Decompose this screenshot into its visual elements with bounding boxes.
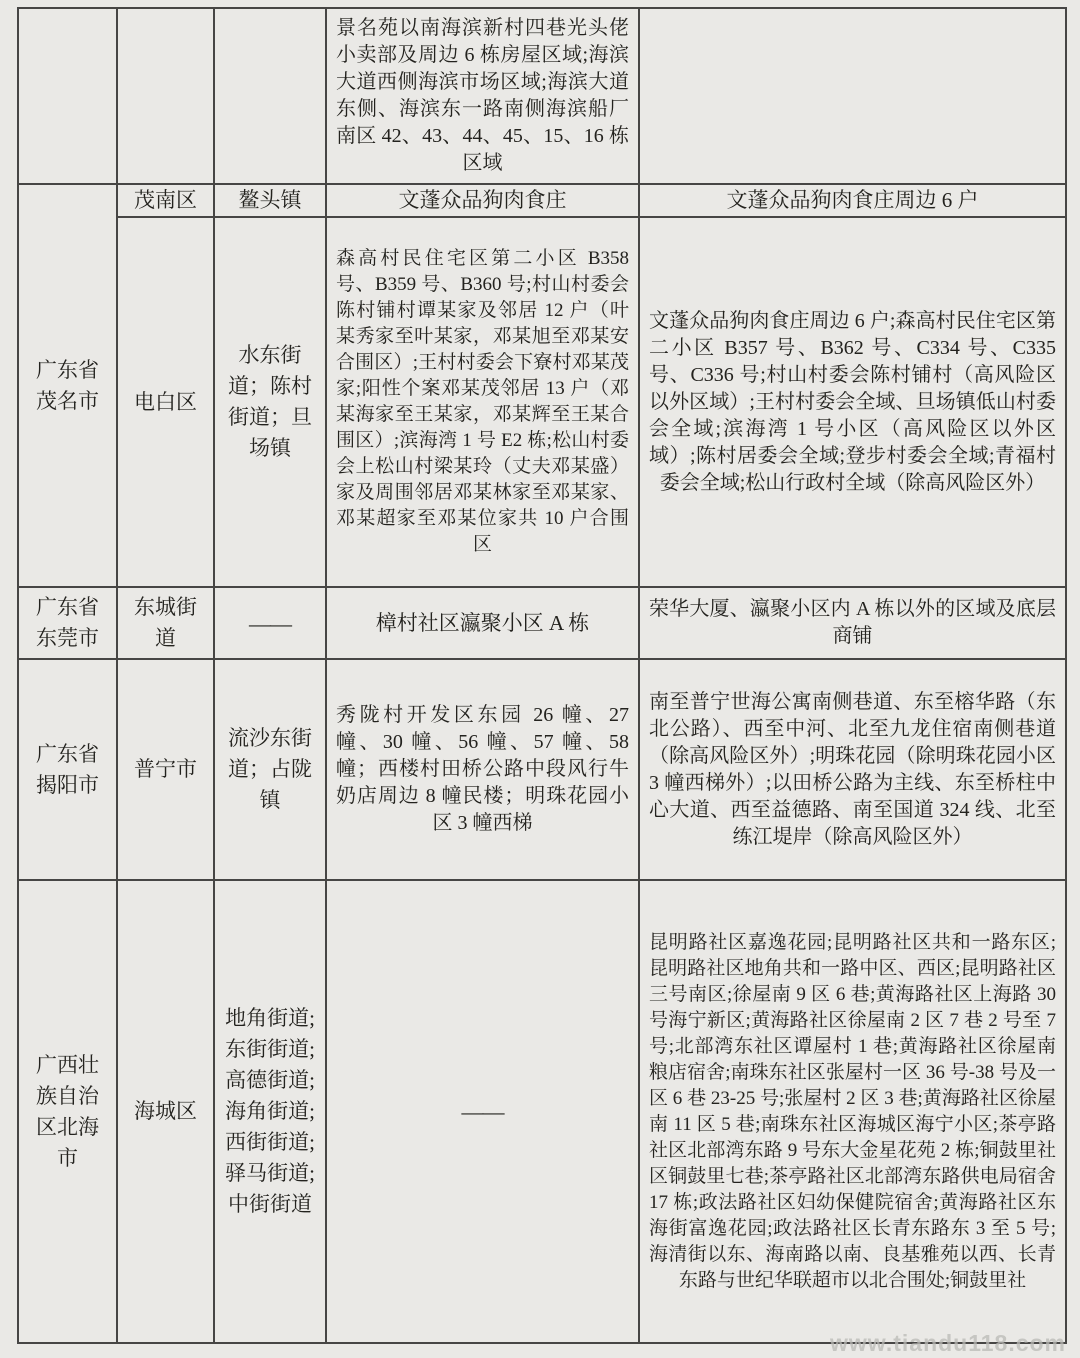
detail-cell — [639, 8, 1066, 184]
street-cell: 流沙东街道；占陇镇 — [214, 659, 326, 880]
district-cell: 海城区 — [117, 880, 214, 1343]
province-cell — [18, 8, 117, 184]
table-row — [18, 659, 1066, 880]
detail-cell: 南至普宁世海公寓南侧巷道、东至榕华路（东北公路）、西至中河、北至九龙住宿南侧巷道（除高风险区外）;明珠花园（除明珠花园小区 3 幢西梯外）;以田桥公路为主线、东至桥柱中心大道、西至益德路、南至国道 324 线、北至练江堤岸（除高风险区外） — [639, 659, 1066, 880]
district-cell: 茂南区 — [117, 184, 214, 217]
table-row — [18, 880, 1066, 1343]
detail-cell: 文蓬众品狗肉食庄周边 6 户;森高村民住宅区第二小区 B357 号、B362 号、C334 号、C335 号、C336 号;村山村委会陈村铺村（高风险区以外区域）;王村村委会全域、旦场镇低山村委会全域;滨海湾 1 号小区（高风险区以外区域）;陈村居委会全域;登步村委会全域;青福村委会全域;松山行政村全域（除高风险区外） — [639, 217, 1066, 587]
detail-cell: 文蓬众品狗肉食庄 — [326, 184, 639, 217]
province-cell: 广东省茂名市 — [18, 184, 117, 587]
street-cell: 鳌头镇 — [214, 184, 326, 217]
district-cell — [117, 8, 214, 184]
detail-cell: 昆明路社区嘉逸花园;昆明路社区共和一路东区;昆明路社区地角共和一路中区、西区;昆明路社区三号南区;徐屋南 9 区 6 巷;黄海路社区上海路 30 号海宁新区;黄海路社区徐屋南 2 区 7 巷 2 号至 7 号;北部湾东社区谭屋村 1 巷;黄海路社区徐屋南粮店宿舍;南珠东社区张屋村一区 36 号-38 号及一区 6 巷 23-25 号;张屋村 2 区 3 巷;黄海路社区徐屋南 11 区 5 巷;南珠东社区海城区海宁小区;茶亭路社区北部湾东路 9 号东大金星花苑 2 栋;铜鼓里社区铜鼓里七巷;茶亭路社区北部湾东路供电局宿舍 17 栋;政法路社区妇幼保健院宿舍;黄海路社区东海街富逸花园;政法路社区长青东路东 3 至 5 号;海清街以东、海南路以南、良基雅苑以西、长青东路与世纪华联超市以北合围处;铜鼓里社 — [639, 880, 1066, 1343]
risk-area-table — [17, 7, 1067, 1344]
street-cell: —— — [214, 587, 326, 659]
table-row — [18, 217, 1066, 587]
district-cell: 电白区 — [117, 217, 214, 587]
table-row — [18, 8, 1066, 184]
district-cell: 普宁市 — [117, 659, 214, 880]
province-cell: 广西壮族自治区北海市 — [18, 880, 117, 1343]
street-cell: 地角街道;东街街道;高德街道;海角街道;西街街道;驿马街道;中街街道 — [214, 880, 326, 1343]
street-cell: 水东街道；陈村街道；旦场镇 — [214, 217, 326, 587]
table-row — [18, 184, 1066, 217]
district-cell: 东城街道 — [117, 587, 214, 659]
detail-cell: 森高村民住宅区第二小区 B358 号、B359 号、B360 号;村山村委会陈村铺村谭某家及邻居 12 户（叶某秀家至叶某家，邓某旭至邓某安合围区）;王村村委会下寮村邓某茂家;阳性个案邓某茂邻居 13 户（邓某海家至王某家，邓某辉至王某合围区）;滨海湾 1 号 E2 栋;松山村委会上松山村梁某玲（丈夫邓某盛）家及周围邻居邓某林家至邓某家、邓某超家至邓某位家共 10 户合围区 — [326, 217, 639, 587]
detail-cell: 樟村社区瀛聚小区 A 栋 — [326, 587, 639, 659]
table-row — [18, 587, 1066, 659]
street-cell — [214, 8, 326, 184]
street-cell: —— — [326, 880, 639, 1343]
province-cell: 广东省东莞市 — [18, 587, 117, 659]
province-cell: 广东省揭阳市 — [18, 659, 117, 880]
detail-cell: 荣华大厦、瀛聚小区内 A 栋以外的区域及底层商铺 — [639, 587, 1066, 659]
detail-cell: 文蓬众品狗肉食庄周边 6 户 — [639, 184, 1066, 217]
detail-cell: 秀陇村开发区东园 26 幢、27 幢、30 幢、56 幢、57 幢、58 幢；西楼村田桥公路中段风行牛奶店周边 8 幢民楼；明珠花园小区 3 幢西梯 — [326, 659, 639, 880]
detail-cell: 景名苑以南海滨新村四巷光头佬小卖部及周边 6 栋房屋区域;海滨大道西侧海滨市场区域;海滨大道东侧、海滨东一路南侧海滨船厂南区 42、43、44、45、15、16 栋区域 — [326, 8, 639, 184]
watermark: www.tiandu118.com — [830, 1330, 1066, 1356]
